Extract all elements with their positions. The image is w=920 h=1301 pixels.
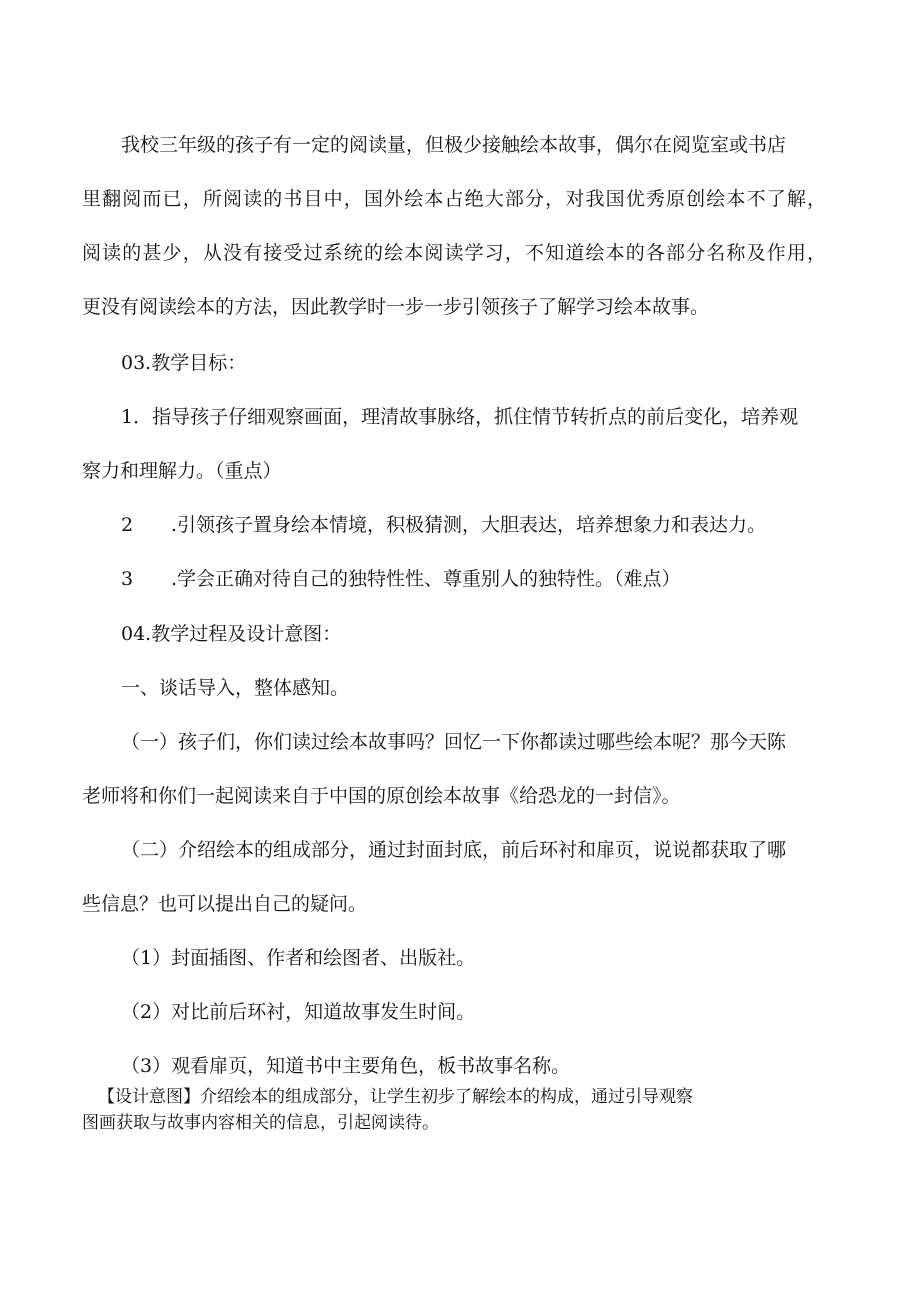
goal-3-number: 3 [121, 568, 134, 590]
section-1-heading: 一、谈话导入，整体感知。 [121, 677, 350, 699]
paragraph-intro-line-4: 更没有阅读绘本的方法，因此教学时一步一步引领孩子了解学习绘本故事。 [82, 296, 710, 318]
list-item-3: （3）观看扉页，知道书中主要角色，板书故事名称。 [121, 1055, 571, 1077]
paragraph-intro-line-1: 我校三年级的孩子有一定的阅读量，但极少接触绘本故事，偶尔在阅览室或书店 [121, 134, 787, 156]
goal-2-text: .引领孩子置身绘本情境，积极猜测，大胆表达，培养想象力和表达力。 [171, 514, 767, 536]
step-1-line-1: （一）孩子们，你们读过绘本故事吗？回忆一下你都读过哪些绘本呢？那今天陈 [121, 731, 787, 753]
goal-3-text: .学会正确对待自己的独特性性、尊重别人的独特性。（难点） [171, 568, 681, 590]
design-intent-line-1: 【设计意图】介绍绘本的组成部分，让学生初步了解绘本的构成，通过引导观察 [98, 1087, 693, 1107]
goal-2-number: 2 [121, 514, 134, 536]
step-1-line-2: 老师将和你们一起阅读来自于中国的原创绘本故事《给恐龙的一封信》。 [82, 785, 681, 807]
paragraph-intro-line-3: 阅读的甚少，从没有接受过系统的绘本阅读学习，不知道绘本的各部分名称及作用， [82, 242, 826, 264]
goal-1-line-2: 察力和理解力。（重点） [82, 460, 282, 482]
step-2-line-2: 些信息？也可以提出自己的疑问。 [82, 893, 368, 915]
goal-3 [121, 567, 681, 591]
heading-teaching-goals: 03.教学目标： [121, 352, 247, 374]
design-intent-line-2: 图画获取与故事内容相关的信息，引起阅读待。 [82, 1113, 439, 1133]
goal-2 [121, 513, 766, 537]
list-item-1: （1）封面插图、作者和绘图者、出版社。 [121, 947, 476, 969]
step-2-line-1: （二）介绍绘本的组成部分，通过封面封底，前后环衬和扉页，说说都获取了哪 [121, 839, 787, 861]
goal-1-line-1: 1．指导孩子仔细观察画面，理清故事脉络，抓住情节转折点的前后变化，培养观 [121, 406, 799, 428]
list-item-2: （2）对比前后环衬，知道故事发生时间。 [121, 1001, 476, 1023]
paragraph-intro-line-2: 里翻阅而已，所阅读的书目中，国外绘本占绝大部分，对我国优秀原创绘本不了解， [82, 188, 826, 210]
heading-teaching-process: 04.教学过程及设计意图： [121, 623, 342, 645]
